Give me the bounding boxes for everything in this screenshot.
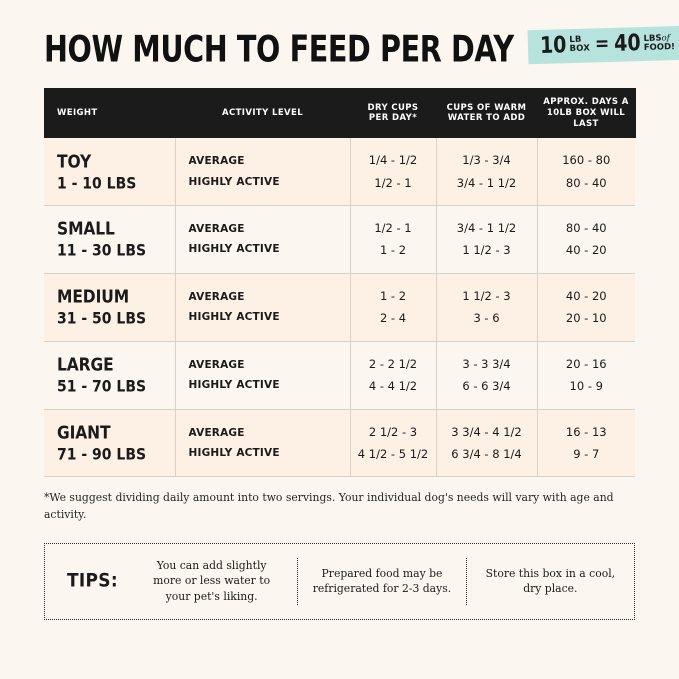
- conversion-ribbon: [528, 26, 679, 65]
- row-water-cell: [436, 138, 537, 205]
- row-dry-cups-active: 1/2 - 1: [374, 175, 412, 190]
- table-header-row: [44, 88, 635, 138]
- table-row: [44, 273, 635, 341]
- row-days-average: 40 - 20: [565, 288, 607, 303]
- row-dry-cups-active: 4 - 4 1/2: [368, 379, 418, 394]
- column-header-dry-cups-line2: PER DAY*: [368, 113, 418, 124]
- tip-item: Prepared food may be refrigerated for 2-3 days.: [297, 558, 465, 605]
- column-header-activity-level: ACTIVITY LEVEL: [175, 88, 350, 138]
- table-body: [44, 138, 635, 477]
- row-dry-cups-active: 1 - 2: [379, 243, 407, 258]
- row-water-cell: [436, 409, 537, 477]
- row-size-range: 11 - 30 LBS: [57, 242, 147, 261]
- ribbon-qty: 10: [539, 32, 568, 60]
- row-size-name: MEDIUM: [57, 287, 130, 308]
- ribbon-unit-line2: BOX: [569, 43, 591, 55]
- column-header-days-line2: 10LB BOX WILL LAST: [546, 107, 626, 129]
- row-activity-average: AVERAGE: [188, 426, 245, 439]
- row-weight-cell: [44, 138, 175, 205]
- row-water-active: 6 - 6 3/4: [462, 379, 511, 394]
- ribbon-result-of: of: [661, 32, 671, 43]
- row-dry-cups-average: 2 - 2 1/2: [368, 356, 418, 371]
- row-size-name: SMALL: [57, 219, 115, 240]
- row-water-active: 6 3/4 - 8 1/4: [451, 447, 522, 462]
- table-row: [44, 409, 635, 477]
- row-dry-cups-active: 4 1/2 - 5 1/2: [357, 447, 429, 462]
- row-activity-average: AVERAGE: [188, 223, 245, 236]
- row-dry-cups-average: 2 1/2 - 3: [368, 424, 418, 439]
- table-header: [44, 88, 635, 138]
- row-dry-cups-cell: [350, 273, 436, 341]
- tip-item: Store this box in a cool, dry place.: [466, 558, 634, 605]
- ribbon-result-qty: 40: [614, 29, 642, 58]
- column-header-days: [537, 88, 635, 138]
- column-header-water-line2: WATER TO ADD: [447, 113, 526, 124]
- footnote: *We suggest dividing daily amount into two servings. Your individual dog's needs will vary with age and activity.: [44, 491, 614, 521]
- row-water-average: 3 3/4 - 4 1/2: [451, 424, 522, 439]
- row-weight-cell: [44, 206, 175, 274]
- row-days-cell: [537, 138, 635, 205]
- tips-box: [44, 543, 635, 620]
- row-activity-cell: [175, 138, 350, 205]
- column-header-days-line1: APPROX. DAYS A: [543, 97, 629, 108]
- row-days-cell: [537, 341, 635, 409]
- row-dry-cups-average: 1/4 - 1/2: [368, 153, 418, 168]
- feeding-table: [44, 88, 636, 477]
- ribbon-result-lbs: LBS: [643, 32, 662, 44]
- column-header-water-line1: CUPS OF WARM: [446, 102, 527, 113]
- row-activity-cell: [175, 273, 350, 341]
- row-water-average: 1 1/2 - 3: [462, 288, 511, 303]
- row-days-active: 9 - 7: [573, 447, 600, 462]
- row-water-average: 1/3 - 3/4: [462, 153, 511, 168]
- row-water-active: 3 - 6: [473, 311, 500, 326]
- row-weight-cell: [44, 409, 175, 477]
- row-weight-cell: [44, 273, 175, 341]
- row-water-cell: [436, 341, 537, 409]
- row-dry-cups-average: 1/2 - 1: [374, 221, 412, 236]
- page-header: [44, 27, 676, 71]
- row-activity-cell: [175, 341, 350, 409]
- column-header-dry-cups-line1: DRY CUPS: [367, 102, 419, 113]
- row-water-cell: [436, 206, 537, 274]
- row-weight-cell: [44, 341, 175, 409]
- table-row: [44, 206, 635, 274]
- ribbon-unit-line1: LB: [569, 34, 582, 46]
- page-title: HOW MUCH TO FEED PER DAY: [44, 27, 514, 71]
- row-water-average: 3/4 - 1 1/2: [456, 221, 517, 236]
- row-size-range: 1 - 10 LBS: [57, 174, 137, 193]
- row-days-active: 10 - 9: [569, 379, 603, 394]
- row-water-average: 3 - 3 3/4: [462, 356, 511, 371]
- row-days-average: 16 - 13: [565, 424, 607, 439]
- row-dry-cups-active: 2 - 4: [379, 311, 407, 326]
- row-days-average: 20 - 16: [565, 356, 607, 371]
- row-activity-highly-active: HIGHLY ACTIVE: [188, 311, 280, 324]
- row-days-average: 160 - 80: [562, 153, 611, 168]
- row-water-active: 1 1/2 - 3: [462, 243, 511, 258]
- row-activity-average: AVERAGE: [188, 290, 245, 303]
- row-dry-cups-cell: [350, 138, 436, 205]
- row-activity-average: AVERAGE: [188, 358, 245, 371]
- column-header-dry-cups: [350, 88, 436, 138]
- row-dry-cups-cell: [350, 409, 436, 477]
- row-dry-cups-average: 1 - 2: [379, 288, 407, 303]
- row-days-average: 80 - 40: [565, 221, 607, 236]
- column-header-weight: WEIGHT: [44, 88, 175, 138]
- row-activity-cell: [175, 409, 350, 477]
- row-activity-highly-active: HIGHLY ACTIVE: [188, 175, 280, 188]
- row-size-range: 31 - 50 LBS: [57, 310, 147, 329]
- column-header-water: [436, 88, 537, 138]
- ribbon-result-unit: [644, 34, 676, 53]
- row-days-cell: [537, 273, 635, 341]
- row-activity-highly-active: HIGHLY ACTIVE: [188, 447, 280, 460]
- row-activity-highly-active: HIGHLY ACTIVE: [188, 243, 280, 256]
- row-size-range: 51 - 70 LBS: [57, 378, 147, 397]
- row-activity-highly-active: HIGHLY ACTIVE: [188, 379, 280, 392]
- row-activity-cell: [175, 206, 350, 274]
- row-days-active: 20 - 10: [565, 311, 607, 326]
- row-size-name: GIANT: [57, 422, 111, 444]
- ribbon-equals: =: [594, 32, 610, 56]
- ribbon-unit: [569, 35, 590, 55]
- row-dry-cups-cell: [350, 206, 436, 274]
- row-days-active: 80 - 40: [565, 175, 607, 190]
- row-days-cell: [537, 206, 635, 274]
- ribbon-result-line2: FOOD!: [643, 41, 676, 53]
- row-activity-average: AVERAGE: [188, 155, 245, 168]
- row-size-range: 71 - 90 LBS: [57, 445, 147, 464]
- table-row: [44, 341, 635, 409]
- row-size-name: TOY: [57, 151, 92, 172]
- row-days-cell: [537, 409, 635, 477]
- tip-item: You can add slightly more or less water to your pet's liking.: [153, 558, 271, 604]
- row-days-active: 40 - 20: [565, 243, 607, 258]
- row-dry-cups-cell: [350, 341, 436, 409]
- row-size-name: LARGE: [57, 355, 114, 376]
- table-row: [44, 138, 635, 205]
- row-water-active: 3/4 - 1 1/2: [456, 175, 517, 190]
- row-water-cell: [436, 273, 537, 341]
- tips-label: TIPS:: [67, 570, 118, 593]
